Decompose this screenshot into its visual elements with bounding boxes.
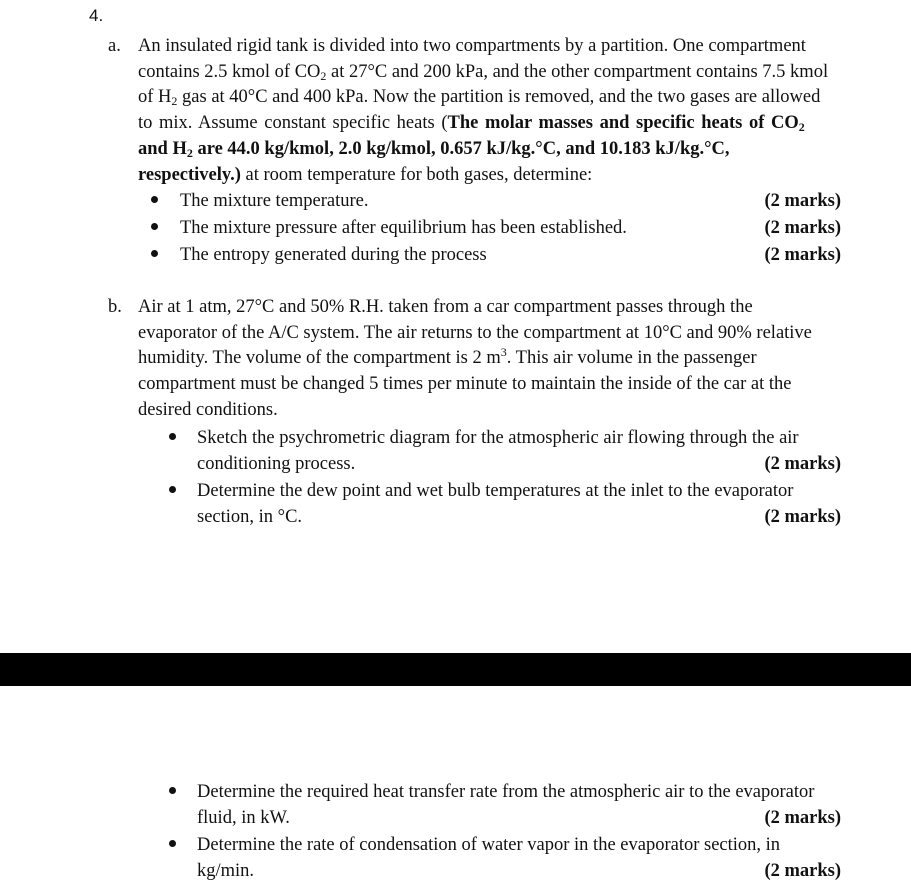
- bullet-icon: [151, 250, 158, 257]
- part-a-line-6: respectively.) at room temperature for both gases, determine:: [138, 165, 593, 185]
- part-a-line-5: and $H_2$ are 44.0 kg/kmol, 2.0 kg/kmol, 0.657 kJ/kg.°C, and 10.183 kJ/kg.°C,: [138, 139, 730, 160]
- part-a-line-2: contains 2.5 kmol of $CO_2$ at 27°C and 200 kPa, and the other compartment contains 7.5 kmol: [138, 62, 829, 83]
- bullet-icon: [151, 196, 158, 203]
- part-a-bullet-3: The entropy generated during the process: [180, 245, 487, 265]
- bullet-icon: [169, 787, 176, 794]
- continued-bullet-2-marks: (2 marks): [764, 861, 841, 881]
- part-a-bullet-2: The mixture pressure after equilibrium has been established.: [180, 218, 627, 238]
- part-b-bullet-1-line-1: Sketch the psychrometric diagram for the atmospheric air flowing through the air: [197, 428, 799, 448]
- bullet-icon: [169, 840, 176, 847]
- continued-bullet-1-line-2: fluid, in kW.: [197, 808, 290, 828]
- part-b-label: b.: [108, 297, 122, 317]
- part-b-bullet-2-line-1: Determine the dew point and wet bulb temperatures at the inlet to the evaporator: [197, 481, 794, 501]
- part-a-bullet-1-marks: (2 marks): [764, 191, 841, 211]
- part-a-line-1: An insulated rigid tank is divided into two compartments by a partition. One compartment: [138, 36, 806, 56]
- part-a-line-4: to mix. Assume constant specific heats (The molar masses and specific heats of $CO_2$: [138, 113, 805, 134]
- part-b-bullet-1-line-2: conditioning process.: [197, 454, 356, 474]
- question-number: 4.: [89, 6, 104, 25]
- page-break-bar: [0, 653, 911, 686]
- part-b-line-1: Air at 1 atm, 27°C and 50% R.H. taken from a car compartment passes through the: [138, 297, 753, 317]
- part-b-line-3: humidity. The volume of the compartment is 2 $m^3$. This air volume in the passenger: [138, 345, 757, 368]
- part-b-bullet-1-marks: (2 marks): [764, 454, 841, 474]
- continued-bullet-1-marks: (2 marks): [764, 808, 841, 828]
- part-a-bullet-3-marks: (2 marks): [764, 245, 841, 265]
- part-a-bullet-2-marks: (2 marks): [764, 218, 841, 238]
- continued-bullet-2-line-1: Determine the rate of condensation of water vapor in the evaporator section, in: [197, 835, 781, 855]
- part-a-line-3: of $H_2$ gas at 40°C and 400 kPa. Now the partition is removed, and the two gases are allowed: [138, 87, 821, 108]
- continued-bullet-1-line-1: Determine the required heat transfer rate from the atmospheric air to the evaporator: [197, 782, 815, 802]
- part-a-label: a.: [108, 36, 121, 56]
- part-b-bullet-2-marks: (2 marks): [764, 507, 841, 527]
- part-b-line-4: compartment must be changed 5 times per minute to maintain the inside of the car at the: [138, 374, 792, 394]
- part-b-bullet-2-line-2: section, in °C.: [197, 507, 303, 527]
- part-b-line-2: evaporator of the A/C system. The air returns to the compartment at 10°C and 90% relative: [138, 323, 812, 343]
- continued-bullet-2-line-2: kg/min.: [197, 861, 255, 881]
- bullet-icon: [169, 486, 176, 493]
- bullet-icon: [151, 223, 158, 230]
- part-a-bullet-1: The mixture temperature.: [180, 191, 369, 211]
- part-b-line-5: desired conditions.: [138, 400, 278, 420]
- bullet-icon: [169, 433, 176, 440]
